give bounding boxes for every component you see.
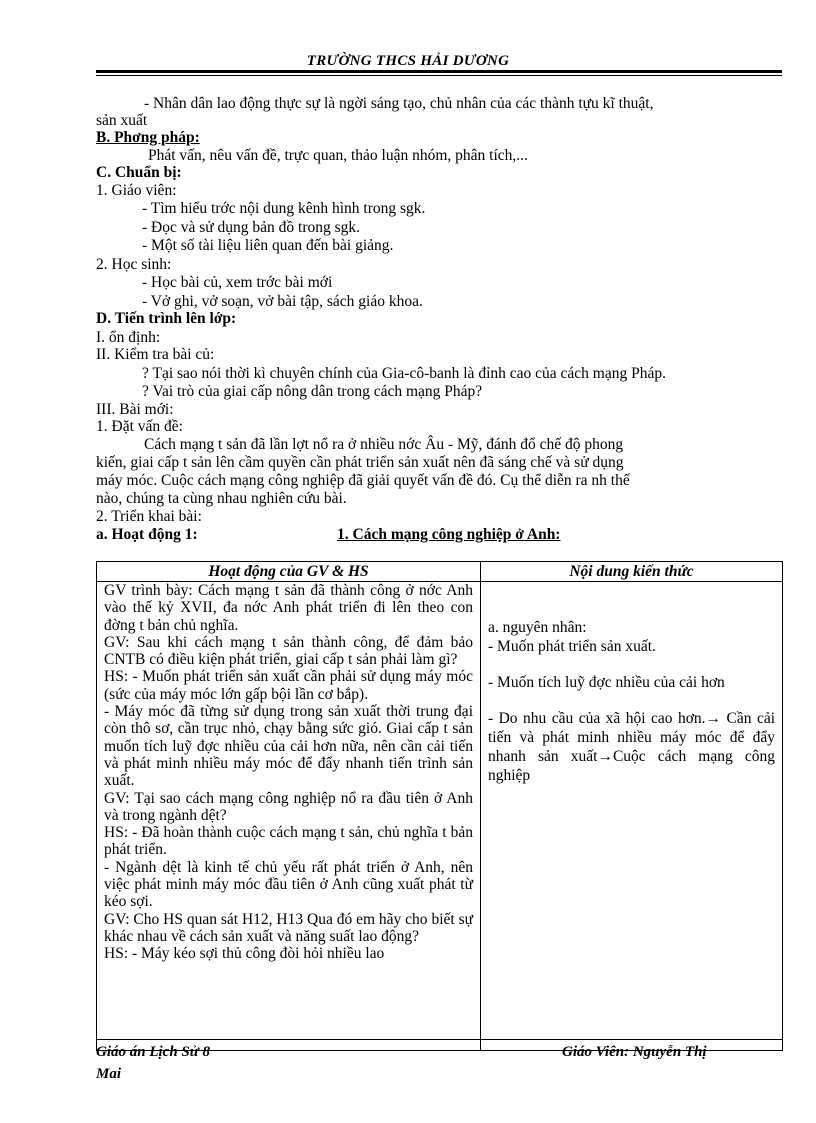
teacher-item: - Tìm hiểu trớc nội dung kênh hình trong sgk.: [142, 200, 426, 217]
activity-paragraph: GV: Sau khi cách mạng t sản thành công, để đảm bảo CNTB có điều kiện phát triển, giai cấp t sản phải làm gì?: [104, 633, 473, 669]
cause-item: - Muốn phát triển sản xuất.: [488, 638, 656, 655]
activity-title-text: 1. Cách mạng công nghiệp ở Anh:: [337, 526, 561, 543]
teacher-title: 1. Giáo viên:: [96, 182, 177, 199]
footer-course: Giáo án Lịch Sử 8: [96, 1044, 211, 1060]
activity-paragraph: GV: Cho HS quan sát H12, H13 Qua đó em hãy cho biết sự khác nhau về cách sản xuất và năng suất lao động?: [104, 910, 473, 945]
activity-paragraph: HS: - Đã hoàn thành cuộc cách mạng t sản, chủ nghĩa t bản phát triển.: [104, 824, 473, 859]
section-b-body: Phát vấn, nêu vấn đề, trực quan, thảo luận nhóm, phân tích,...: [148, 147, 528, 164]
footer-teacher: Giáo Viên: Nguyễn Thị: [562, 1044, 707, 1060]
table-header-activities: Hoạt động của GV & HS: [97, 562, 481, 582]
content-cell: [481, 582, 783, 1051]
cause-title: a. nguyên nhân:: [488, 619, 587, 636]
page-header-school: TRƯỜNG THCS HẢI DƯƠNG: [306, 53, 510, 69]
table-row: [97, 582, 783, 1051]
student-item: - Học bài củ, xem trớc bài mới: [142, 274, 333, 291]
cause-item-3: [488, 709, 775, 785]
table-header-content: Nội dung kiến thức: [481, 562, 783, 582]
footer-teacher-name-cont: Mai: [96, 1066, 122, 1082]
problem-line: kiến, giai cấp t sản lên cầm quyền cần phát triển sản xuất nên đã sáng chế và sử dụng: [96, 454, 624, 471]
table-header-row: [97, 562, 783, 582]
problem-title: 1. Đặt vấn đề:: [96, 418, 183, 435]
footer-rule: [96, 1039, 782, 1040]
check-title: II. Kiểm tra bài củ:: [96, 346, 215, 363]
section-c-title: C. Chuẩn bị:: [96, 164, 182, 181]
header-rule-thin: [96, 75, 782, 76]
student-item: - Vở ghi, vở soạn, vở bài tập, sách giáo khoa.: [142, 293, 423, 310]
intro-line-1: - Nhân dân lao động thực sự là ngời sáng tạo, chủ nhân của các thành tựu kĩ thuật,: [144, 95, 654, 112]
activity-paragraph: - Ngành dệt là kinh tế chủ yếu rất phát triển ở Anh, nên việc phát minh máy móc đầu tiên ở Anh cũng xuất phát từ kéo sợi.: [104, 858, 473, 911]
activity-paragraph: HS: - Máy kéo sợi thủ công đòi hỏi nhiều lao: [104, 945, 385, 963]
activity-label: a. Hoạt động 1:: [96, 526, 198, 543]
activities-cell: [97, 582, 481, 1051]
cause-item: - Muốn tích luỹ đợc nhiều của cải hơn: [488, 674, 725, 691]
cause-3c: Cuộc cách mạng công nghiệp: [488, 748, 775, 784]
new-lesson-title: III. Bài mới:: [96, 401, 174, 418]
teacher-item: - Một số tài liệu liên quan đến bài giảng.: [142, 237, 394, 254]
teacher-item: - Đọc và sử dụng bản đồ trong sgk.: [142, 219, 361, 236]
problem-line: nào, chúng ta cùng nhau nghiên cứu bài.: [96, 490, 347, 507]
activity-table: [96, 561, 783, 1051]
section-d-title: D. Tiến trình lên lớp:: [96, 310, 237, 327]
problem-line: Cách mạng t sản đã lần lợt nổ ra ở nhiều nớc Âu - Mỹ, đánh đổ chế độ phong: [144, 436, 624, 453]
arrow-icon: →: [705, 710, 722, 727]
check-question: ? Tại sao nói thời kì chuyên chính của Gia-cô-banh là đỉnh cao của cách mạng Pháp.: [142, 365, 666, 382]
header-rule-thick: [96, 70, 782, 73]
section-b-title-text: B. Phơng pháp:: [96, 129, 200, 146]
develop-title: 2. Triển khai bài:: [96, 508, 202, 525]
intro-line-2: sản xuất: [96, 112, 148, 129]
activity-paragraph: GV trình bày: Cách mạng t sản đã thành công ở nớc Anh vào thế kỷ XVII, đa nớc Anh phát triển đi lên theo con đờng t bản chủ nghĩa.: [104, 582, 473, 634]
section-b-title: [96, 129, 782, 147]
cause-3b: Cần cải tiến và phát minh nhiều máy móc để đẩy nhanh sản xuất: [488, 710, 776, 765]
student-title: 2. Học sinh:: [96, 256, 172, 273]
activity-title: [337, 526, 560, 544]
arrow-icon: →: [597, 748, 613, 765]
check-question: ? Vai trò của giai cấp nông dân trong cách mạng Pháp?: [142, 383, 483, 400]
activity-paragraph: HS: - Muốn phát triển sản xuất cần phải sử dụng máy móc (sức của máy móc lớn gấp bội lần cơ bắp).: [104, 668, 473, 703]
activity-paragraph: GV: Tại sao cách mạng công nghiệp nổ ra đầu tiên ở Anh và trong ngành dệt?: [104, 789, 473, 824]
activity-paragraph: - Máy móc đã từng sử dụng trong sản xuất thời trung đại còn thô sơ, cần trục nhỏ, chạy bằng sức gió. Giai cấp t sản muốn tích luỹ đợc nhiều của cải hơn nữa, nên cần cải tiến và phát minh nhiều máy móc để đẩy nhanh tiến trình sản xuất.: [104, 703, 473, 790]
cause-3a: - Do nhu cầu của xã hội cao hơn.: [488, 710, 706, 727]
problem-line: máy móc. Cuộc cách mạng công nghiệp đã giải quyết vấn đề đó. Cụ thể diễn ra nh thế: [96, 472, 630, 489]
stabilize-title: I. ổn định:: [96, 329, 161, 346]
